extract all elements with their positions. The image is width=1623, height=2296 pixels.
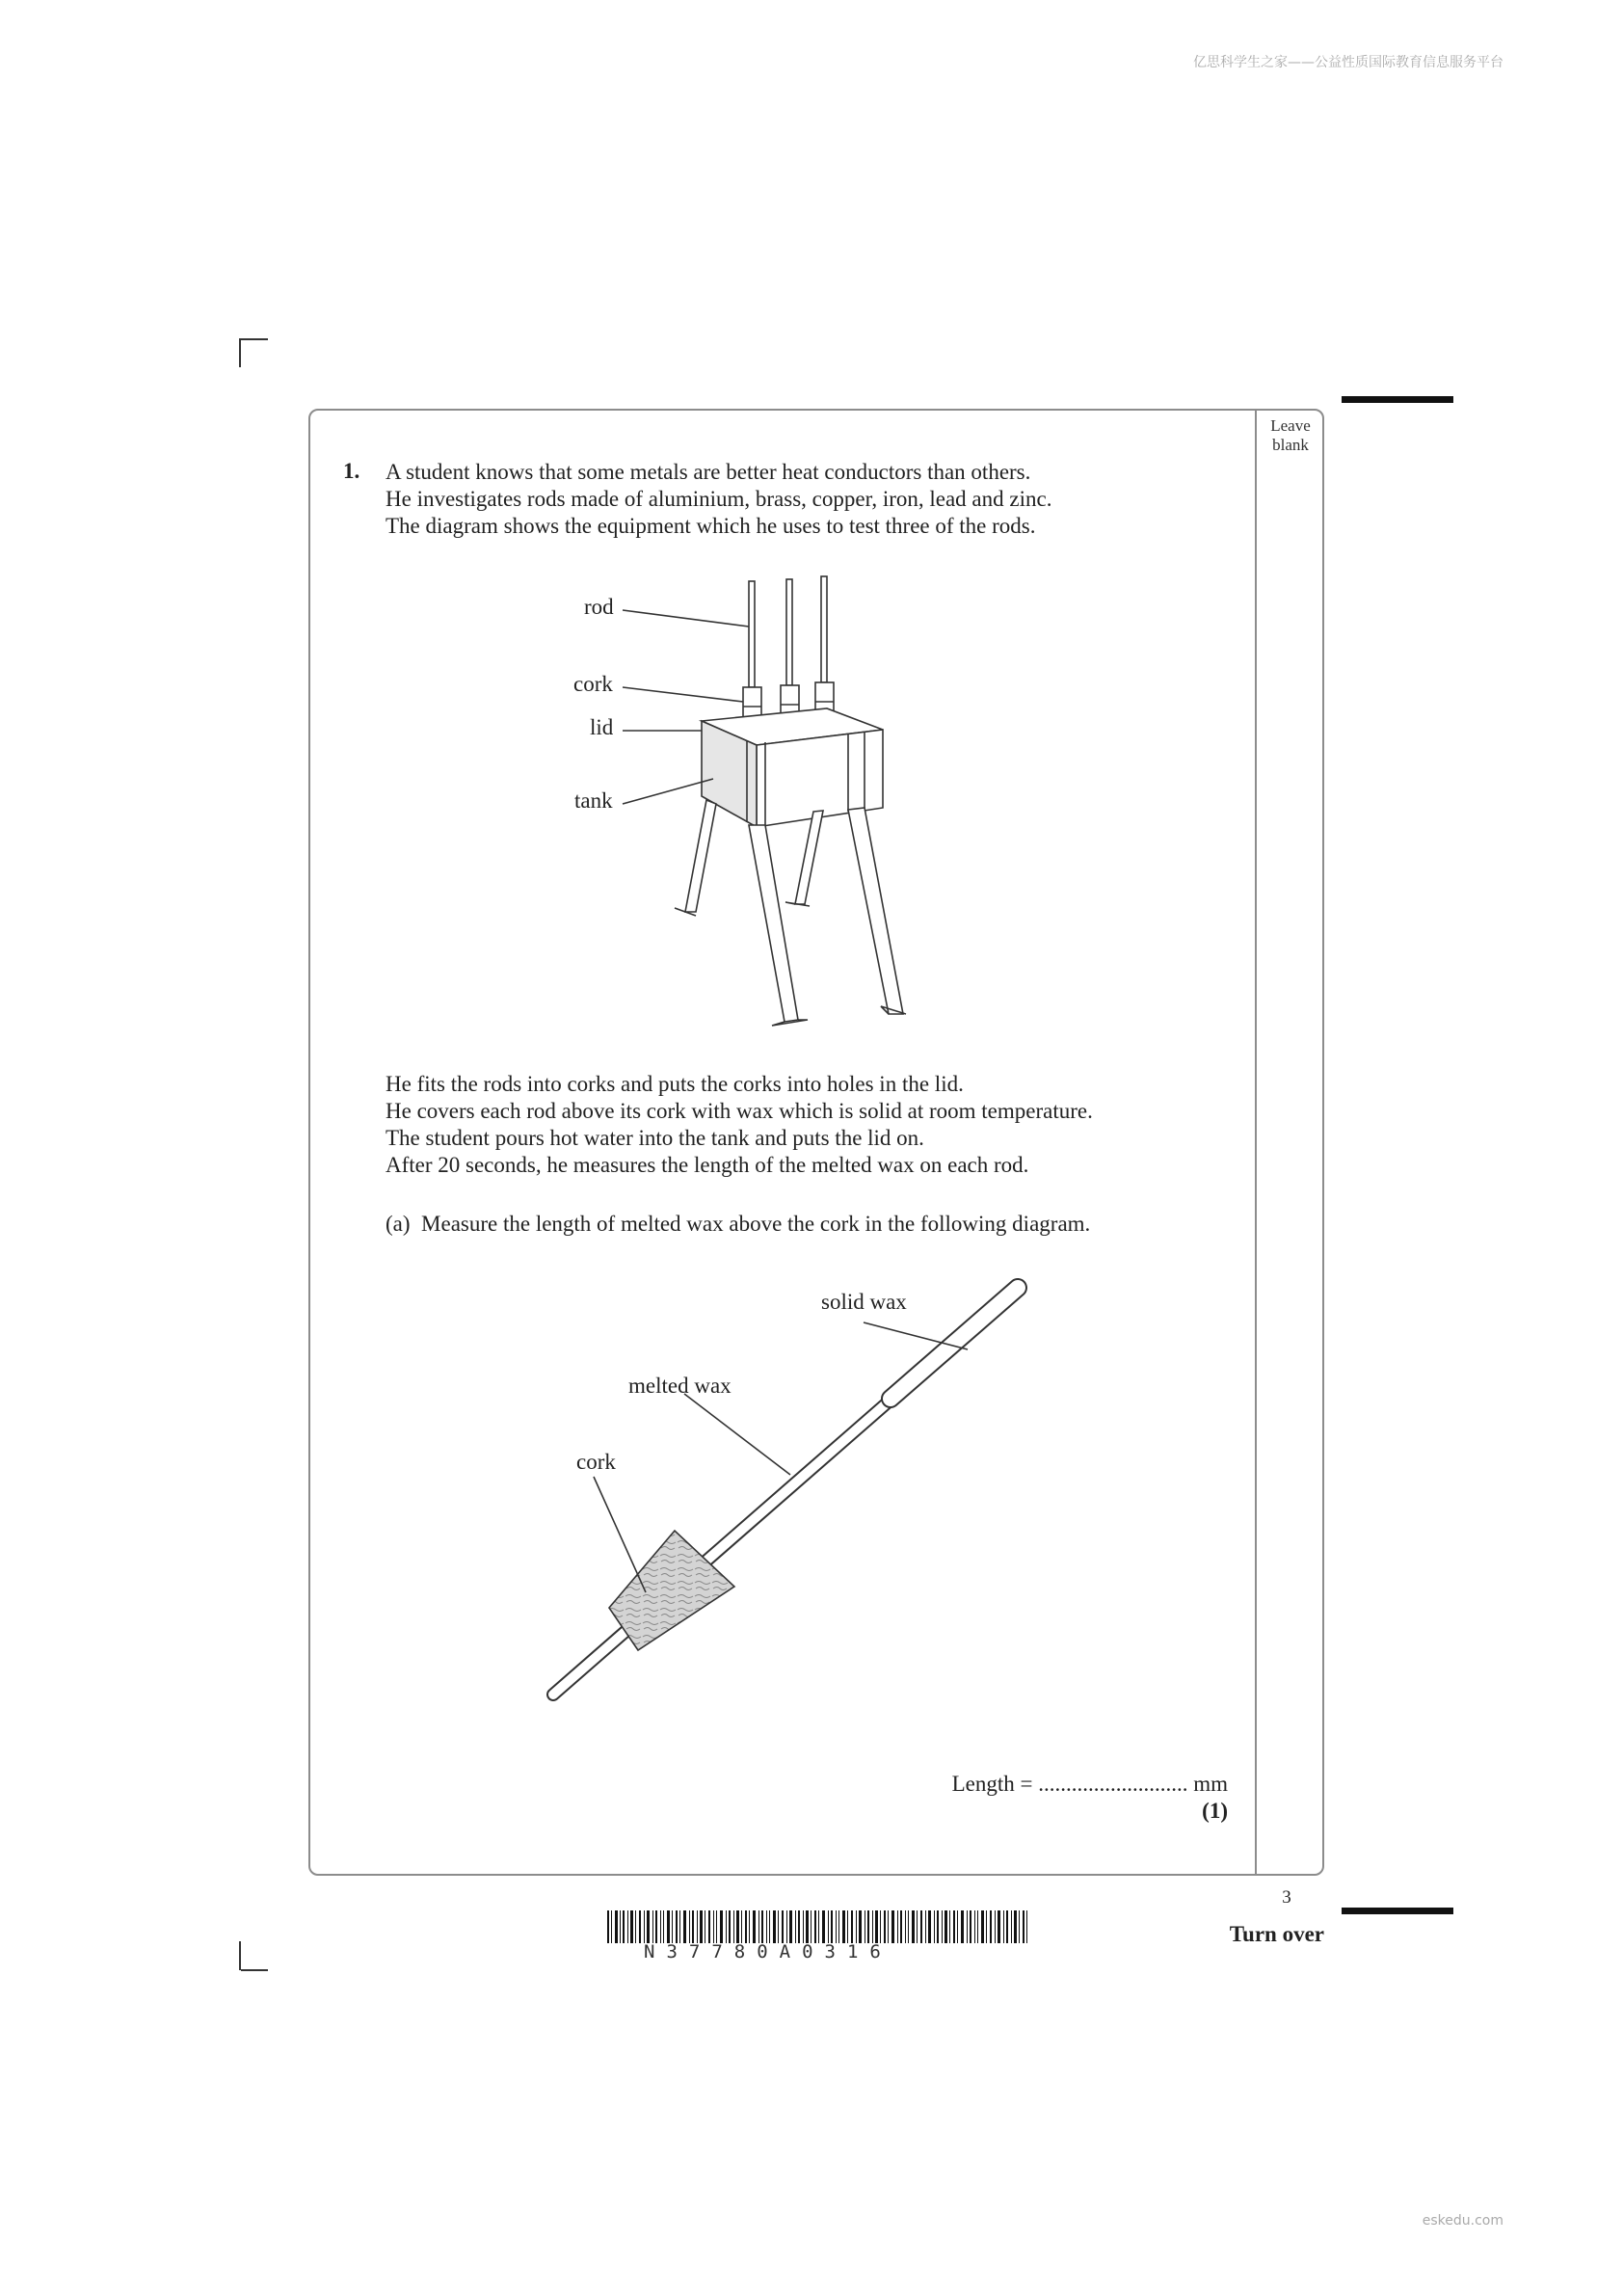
label-solid-wax: solid wax xyxy=(821,1290,907,1314)
label-cork-2: cork xyxy=(576,1450,616,1474)
label-cork: cork xyxy=(573,672,613,696)
barcode xyxy=(607,1910,1031,1943)
blank-label: blank xyxy=(1272,436,1309,454)
method-line: He covers each rod above its cork with wax which is solid at room temperature. xyxy=(386,1099,1093,1123)
part-a-label: (a) xyxy=(386,1212,411,1236)
method-line: He fits the rods into corks and puts the corks into holes in the lid. xyxy=(386,1072,964,1096)
intro-line: A student knows that some metals are better heat conductors than others. xyxy=(386,460,1031,484)
method-line: After 20 seconds, he measures the length of the melted wax on each rod. xyxy=(386,1153,1029,1177)
page-number: 3 xyxy=(1282,1887,1291,1908)
barcode-text: N37780A0316 xyxy=(644,1941,892,1962)
question-number: 1. xyxy=(343,459,360,483)
intro-line: The diagram shows the equipment which he uses to test three of the rods. xyxy=(386,514,1036,538)
part-a-text: Measure the length of melted wax above the cork in the following diagram. xyxy=(421,1212,1091,1236)
method-line: The student pours hot water into the tank and puts the lid on. xyxy=(386,1126,924,1150)
length-answer-line[interactable]: Length = ........................... mm xyxy=(951,1772,1228,1796)
label-lid: lid xyxy=(590,715,614,739)
turn-over: Turn over xyxy=(1229,1922,1324,1946)
label-melted-wax: melted wax xyxy=(628,1374,732,1398)
label-tank: tank xyxy=(574,788,613,813)
intro-line: He investigates rods made of aluminium, brass, copper, iron, lead and zinc. xyxy=(386,487,1052,511)
leave-label: Leave xyxy=(1270,416,1311,435)
marks: (1) xyxy=(1202,1799,1228,1823)
footer-site: eskedu.com xyxy=(1422,2213,1503,2229)
header-note: 亿思科学生之家——公益性质国际教育信息服务平台 xyxy=(1193,55,1503,70)
label-rod: rod xyxy=(584,595,614,619)
